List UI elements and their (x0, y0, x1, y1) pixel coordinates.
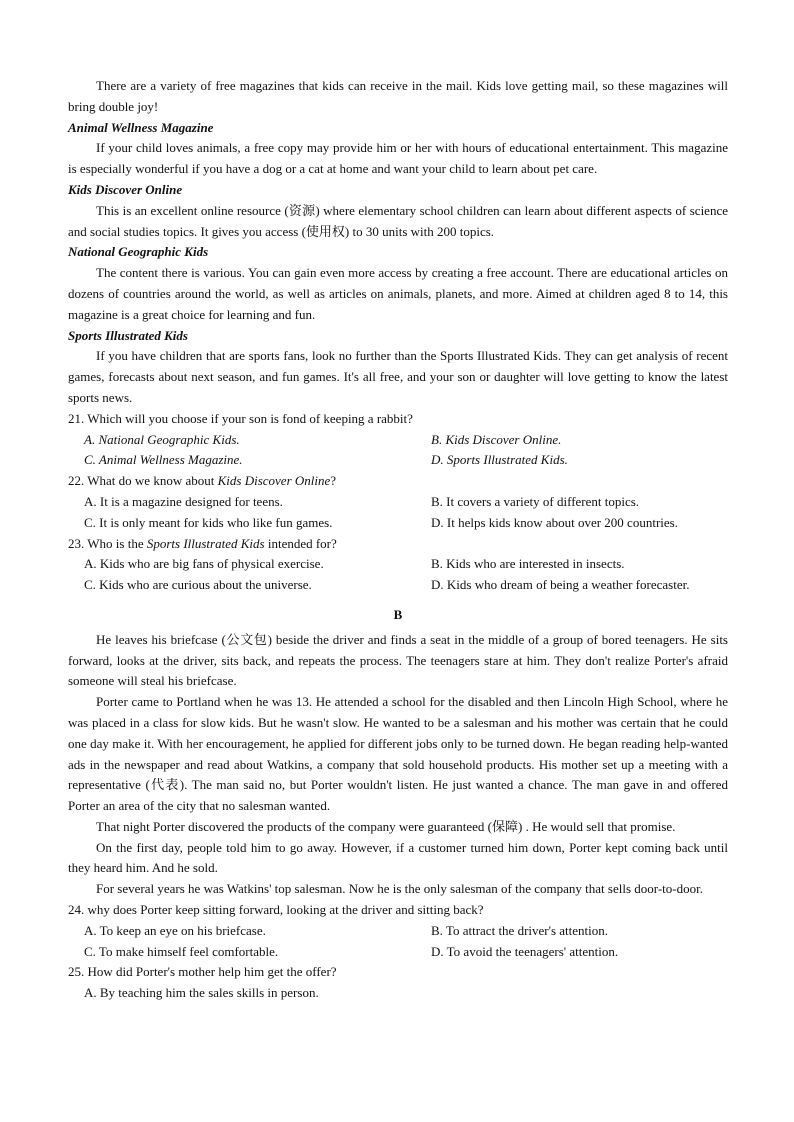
intro-paragraph: There are a variety of free magazines that kids can receive in the mail. Kids love getting mail, so these magazines will bring double joy! (68, 78, 728, 114)
stem-em: Sports Illustrated Kids (146, 535, 265, 551)
passage-b-paragraph-3: That night Porter discovered the products of the company were guaranteed (保障) . He would sell that promise. (96, 818, 676, 834)
question-21-option-a[interactable] (68, 430, 415, 451)
passage-b-paragraph-4: On the first day, people told him to go away. However, if a customer turned him down, Porter kept coming back until they heard him. And he sold. (68, 839, 728, 876)
passage-b-paragraph-5: For several years he was Watkins' top salesman. Now he is the only salesman of the company that sells door-to-door. (96, 881, 703, 897)
question-25-option-a[interactable]: A. By teaching him the sales skills in person. (84, 985, 319, 1001)
question-23-option-a[interactable]: A. Kids who are big fans of physical exercise. (84, 556, 324, 572)
option-text: D. Sports Illustrated Kids. (431, 452, 568, 468)
question-21-option-c[interactable] (68, 450, 415, 471)
question-24-option-d[interactable]: D. To avoid the teenagers' attention. (431, 943, 619, 959)
question-22-option-a[interactable]: A. It is a magazine designed for teens. (84, 493, 283, 509)
question-21-stem: 21. Which will you choose if your son is fond of keeping a rabbit? (68, 410, 413, 426)
question-21-option-d[interactable] (415, 450, 728, 471)
stem-pre: 22. What do we know about (68, 473, 218, 489)
magazine-text-kids-discover: This is an excellent online resource (资源) where elementary school children can learn about different aspects of science and social studies topics. It gives you access (使用权) to 30 units with 200 topics. (68, 202, 728, 239)
magazine-text-animal-wellness: If your child loves animals, a free copy may provide him or her with hours of educational entertainment. This magazine is especially wonderful if you have a dog or a cat at home and want your child to learn about pet care. (68, 140, 728, 177)
option-text: C. Animal Wellness Magazine. (84, 452, 243, 468)
question-23-option-c[interactable]: C. Kids who are curious about the universe. (84, 577, 312, 593)
stem-em: Kids Discover Online (217, 473, 331, 489)
question-23-option-b[interactable]: B. Kids who are interested in insects. (431, 556, 625, 572)
magazine-title-national-geographic: National Geographic Kids (68, 244, 209, 260)
stem-post: intended for? (264, 535, 337, 551)
question-21-option-b[interactable] (415, 430, 728, 451)
passage-b-paragraph-1: He leaves his briefcase (公文包) beside the driver and finds a seat in the middle of a group of bored teenagers. He sits forward, looks at the driver, sits back, and repeats the process. The teenagers stare at him. They don't realize Porter's afraid someone will steal his briefcase. (68, 631, 728, 689)
question-23-option-d[interactable]: D. Kids who dream of being a weather forecaster. (431, 577, 690, 593)
question-24-options (68, 921, 728, 963)
question-22-options (68, 492, 728, 534)
stem-post: ? (330, 473, 337, 489)
question-22-stem (68, 471, 728, 492)
magazine-title-kids-discover: Kids Discover Online (68, 181, 183, 197)
question-22-option-c[interactable]: C. It is only meant for kids who like fun games. (84, 514, 333, 530)
option-text: A. National Geographic Kids. (84, 431, 240, 447)
magazine-text-sports-illustrated: If you have children that are sports fans, look no further than the Sports Illustrated Kids. They can get analysis of recent games, forecasts about next season, and fun games. It's all free, and your son or daughter will love getting to know the latest sports news. (68, 348, 728, 405)
section-b-title: B (393, 606, 403, 622)
passage-b-paragraph-2: Porter came to Portland when he was 13. He attended a school for the disabled and then Lincoln High School, where he was placed in a class for slow kids. But he wasn't slow. He wanted to be a salesman and his mother was certain that he could one day make it. With her encouragement, he applied for different jobs only to be turned down. He began reading help-wanted ads in the newspaper and read about Watkins, a company that sold household products. His mother set up a meeting with a representative (代表). The man said no, but Porter wouldn't listen. He just wanted a chance. The man gave in and offered Porter an area of the city that no salesman wanted. (68, 694, 728, 814)
question-21-options (68, 430, 728, 472)
question-23-options (68, 554, 728, 596)
question-24-option-c[interactable]: C. To make himself feel comfortable. (84, 943, 279, 959)
magazine-title-sports-illustrated: Sports Illustrated Kids (68, 327, 188, 343)
question-24-option-b[interactable]: B. To attract the driver's attention. (431, 922, 609, 938)
question-22-option-b[interactable]: B. It covers a variety of different topics. (431, 493, 640, 509)
question-22-option-d[interactable]: D. It helps kids know about over 200 countries. (431, 514, 678, 530)
magazine-title-animal-wellness: Animal Wellness Magazine (68, 119, 214, 135)
question-24-option-a[interactable]: A. To keep an eye on his briefcase. (84, 922, 266, 938)
option-text: B. Kids Discover Online. (431, 431, 562, 447)
exam-page (68, 76, 728, 1004)
question-25-stem: 25. How did Porter's mother help him get the offer? (68, 964, 337, 980)
question-23-stem (68, 534, 728, 555)
question-24-stem: 24. why does Porter keep sitting forward, looking at the driver and sitting back? (68, 902, 484, 918)
magazine-text-national-geographic: The content there is various. You can gain even more access by creating a free account. There are educational articles on dozens of countries around the world, as well as articles on animals, planets, and more. Aimed at children aged 8 to 14, this magazine is a great choice for learning and fun. (68, 265, 728, 322)
stem-pre: 23. Who is the (68, 535, 147, 551)
